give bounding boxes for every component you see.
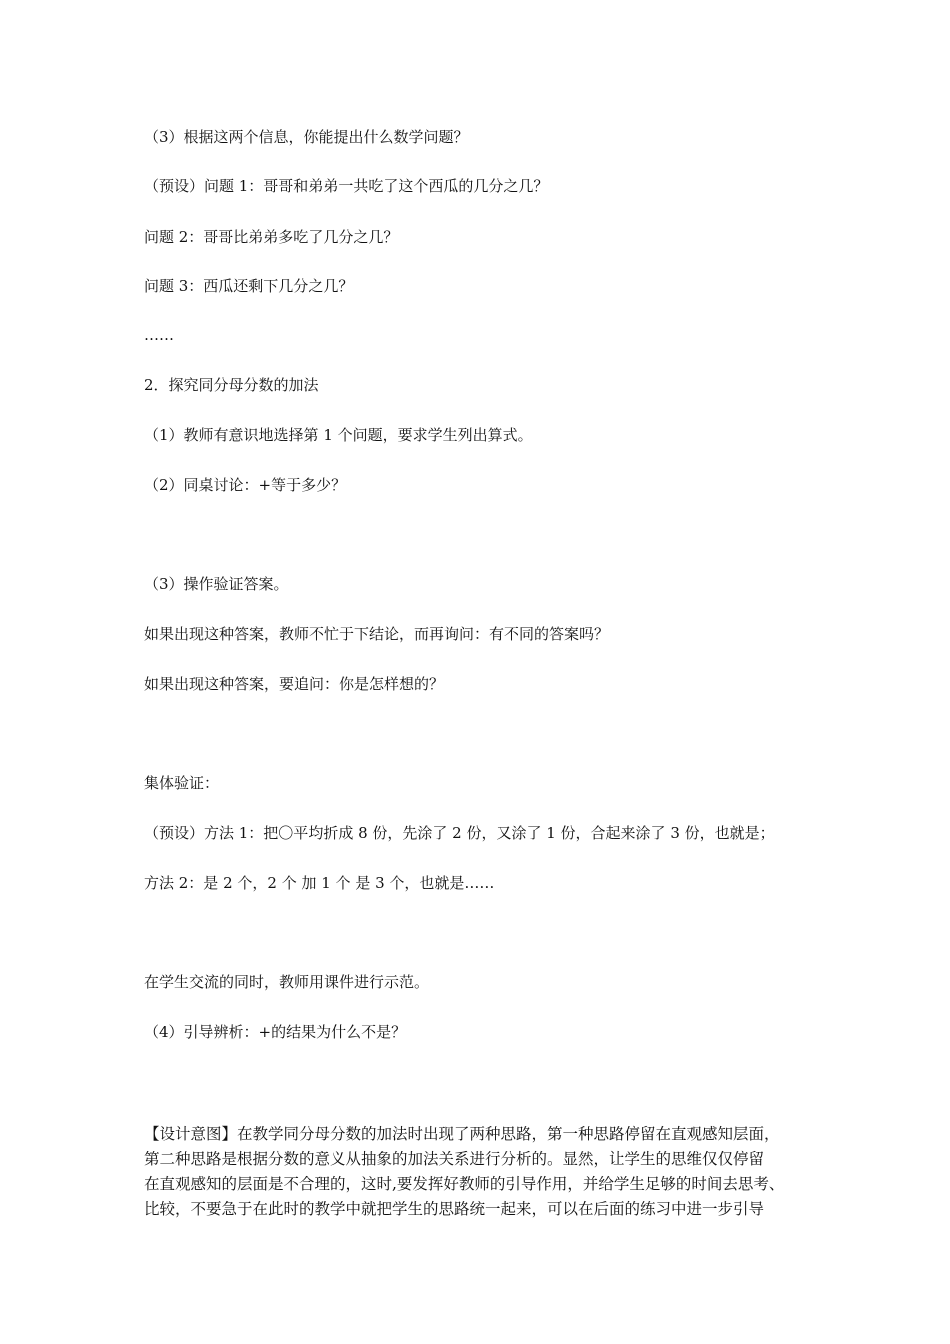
answer-case-2: 如果出现这种答案，要追问：你是怎样想的？ bbox=[144, 675, 445, 693]
section-heading: 2．探究同分母分数的加法 bbox=[144, 376, 319, 394]
step-2: （2）同桌讨论：+等于多少？ bbox=[144, 476, 347, 494]
method-1: （预设）方法 1：把〇平均折成 8 份，先涂了 2 份，又涂了 1 份，合起来涂了 3 份，也就是； bbox=[144, 824, 775, 842]
question-2: 问题 2：哥哥比弟弟多吃了几分之几？ bbox=[144, 228, 399, 246]
design-intent-paragraph bbox=[144, 1122, 816, 1222]
question-prompt: （3）根据这两个信息，你能提出什么数学问题？ bbox=[144, 128, 469, 146]
method-2: 方法 2：是 2 个，2 个 加 1 个 是 3 个，也就是…… bbox=[144, 874, 495, 892]
answer-case-1: 如果出现这种答案，教师不忙于下结论，而再询问：有不同的答案吗？ bbox=[144, 625, 610, 643]
design-intent-line: 【设计意图】在教学同分母分数的加法时出现了两种思路，第一种思路停留在直观感知层面， bbox=[144, 1125, 780, 1143]
step-1: （1）教师有意识地选择第 1 个问题，要求学生列出算式。 bbox=[144, 426, 533, 444]
preset-question-1: （预设）问题 1：哥哥和弟弟一共吃了这个西瓜的几分之几？ bbox=[144, 177, 549, 195]
ellipsis: …… bbox=[144, 326, 174, 344]
collective-verification: 集体验证： bbox=[144, 774, 220, 792]
design-intent-line: 在直观感知的层面是不合理的，这时,要发挥好教师的引导作用，并给学生足够的时间去思考、 bbox=[144, 1175, 785, 1193]
step-3: （3）操作验证答案。 bbox=[144, 575, 289, 593]
design-intent-line: 第二种思路是根据分数的意义从抽象的加法关系进行分析的。显然，让学生的思维仅仅停留 bbox=[144, 1150, 765, 1168]
design-intent-line: 比较，不要急于在此时的教学中就把学生的思路统一起来，可以在后面的练习中进一步引导 bbox=[144, 1200, 765, 1218]
step-4: （4）引导辨析：+的结果为什么不是？ bbox=[144, 1023, 407, 1041]
courseware-demo: 在学生交流的同时，教师用课件进行示范。 bbox=[144, 973, 430, 991]
question-3: 问题 3：西瓜还剩下几分之几？ bbox=[144, 277, 354, 295]
